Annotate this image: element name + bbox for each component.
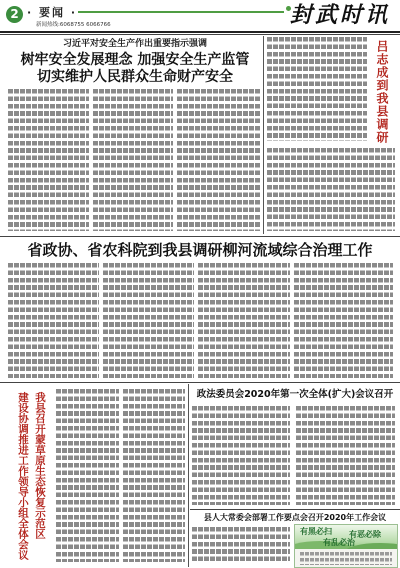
- ad-slogan: 有黑必扫: [300, 527, 332, 536]
- article-body-column: [198, 263, 290, 378]
- section-divider: [190, 509, 400, 510]
- article-body-column: [192, 406, 290, 505]
- page-number-badge: 2: [6, 6, 23, 23]
- ad-banner-graphic: [295, 525, 397, 549]
- anti-crime-ad: [294, 524, 398, 568]
- article-headline: 省政协、省农科院到我县调研柳河流域综合治理工作: [27, 241, 373, 259]
- article-body-column: [267, 148, 395, 231]
- article-vertical-headline: [14, 392, 48, 560]
- ad-slogan: 有恶必除: [349, 530, 381, 539]
- article-vertical-headline: 吕志成到我县调研: [375, 40, 389, 144]
- section-divider: [0, 236, 400, 237]
- article-body-column: [123, 389, 185, 562]
- column-divider: [263, 36, 264, 234]
- ad-contact-text: [300, 552, 392, 565]
- article-body-column: [8, 89, 89, 231]
- headline-line-1: 我县召开蒙草原生态恢复示范区: [34, 392, 46, 539]
- article-headline-line-2: 切实维护人民群众生命财产安全: [37, 69, 233, 85]
- news-hotline: 新闻热线:6068755 6066766: [36, 22, 111, 28]
- article-headline-line-1: 树牢安全发展理念 加强安全生产监管: [20, 52, 250, 68]
- newspaper-masthead: 封武时讯: [290, 2, 391, 28]
- column-divider: [188, 384, 189, 567]
- article-body-column: [177, 89, 260, 231]
- article-body-column: [56, 389, 119, 562]
- article-headline: 政法委员会2020年第一次全体(扩大)会议召开: [196, 389, 394, 400]
- ad-contact-panel: [295, 549, 397, 567]
- article-body-column: [192, 527, 290, 563]
- ad-slogan: 有乱必治: [323, 538, 355, 547]
- headline-line-2: 建设协调推进工作领导小组全体会议: [17, 392, 29, 560]
- article-body-column: [294, 263, 393, 378]
- article-body-column: [296, 406, 395, 505]
- article-headline: 县人大常委会部署工作要点会召开2020年工作会议: [203, 513, 387, 522]
- article-body-column: [8, 263, 99, 378]
- section-label: · 要闻 ·: [27, 6, 78, 19]
- section-divider: [0, 382, 400, 383]
- article-kicker: 习近平对安全生产作出重要指示强调: [62, 39, 207, 49]
- header-rule-thin: [0, 34, 400, 35]
- article-body-column: [103, 263, 194, 378]
- article-body-column: [93, 89, 173, 231]
- header-accent-bar: [78, 11, 284, 13]
- header-rule: [0, 31, 400, 33]
- article-body-column: [267, 37, 367, 141]
